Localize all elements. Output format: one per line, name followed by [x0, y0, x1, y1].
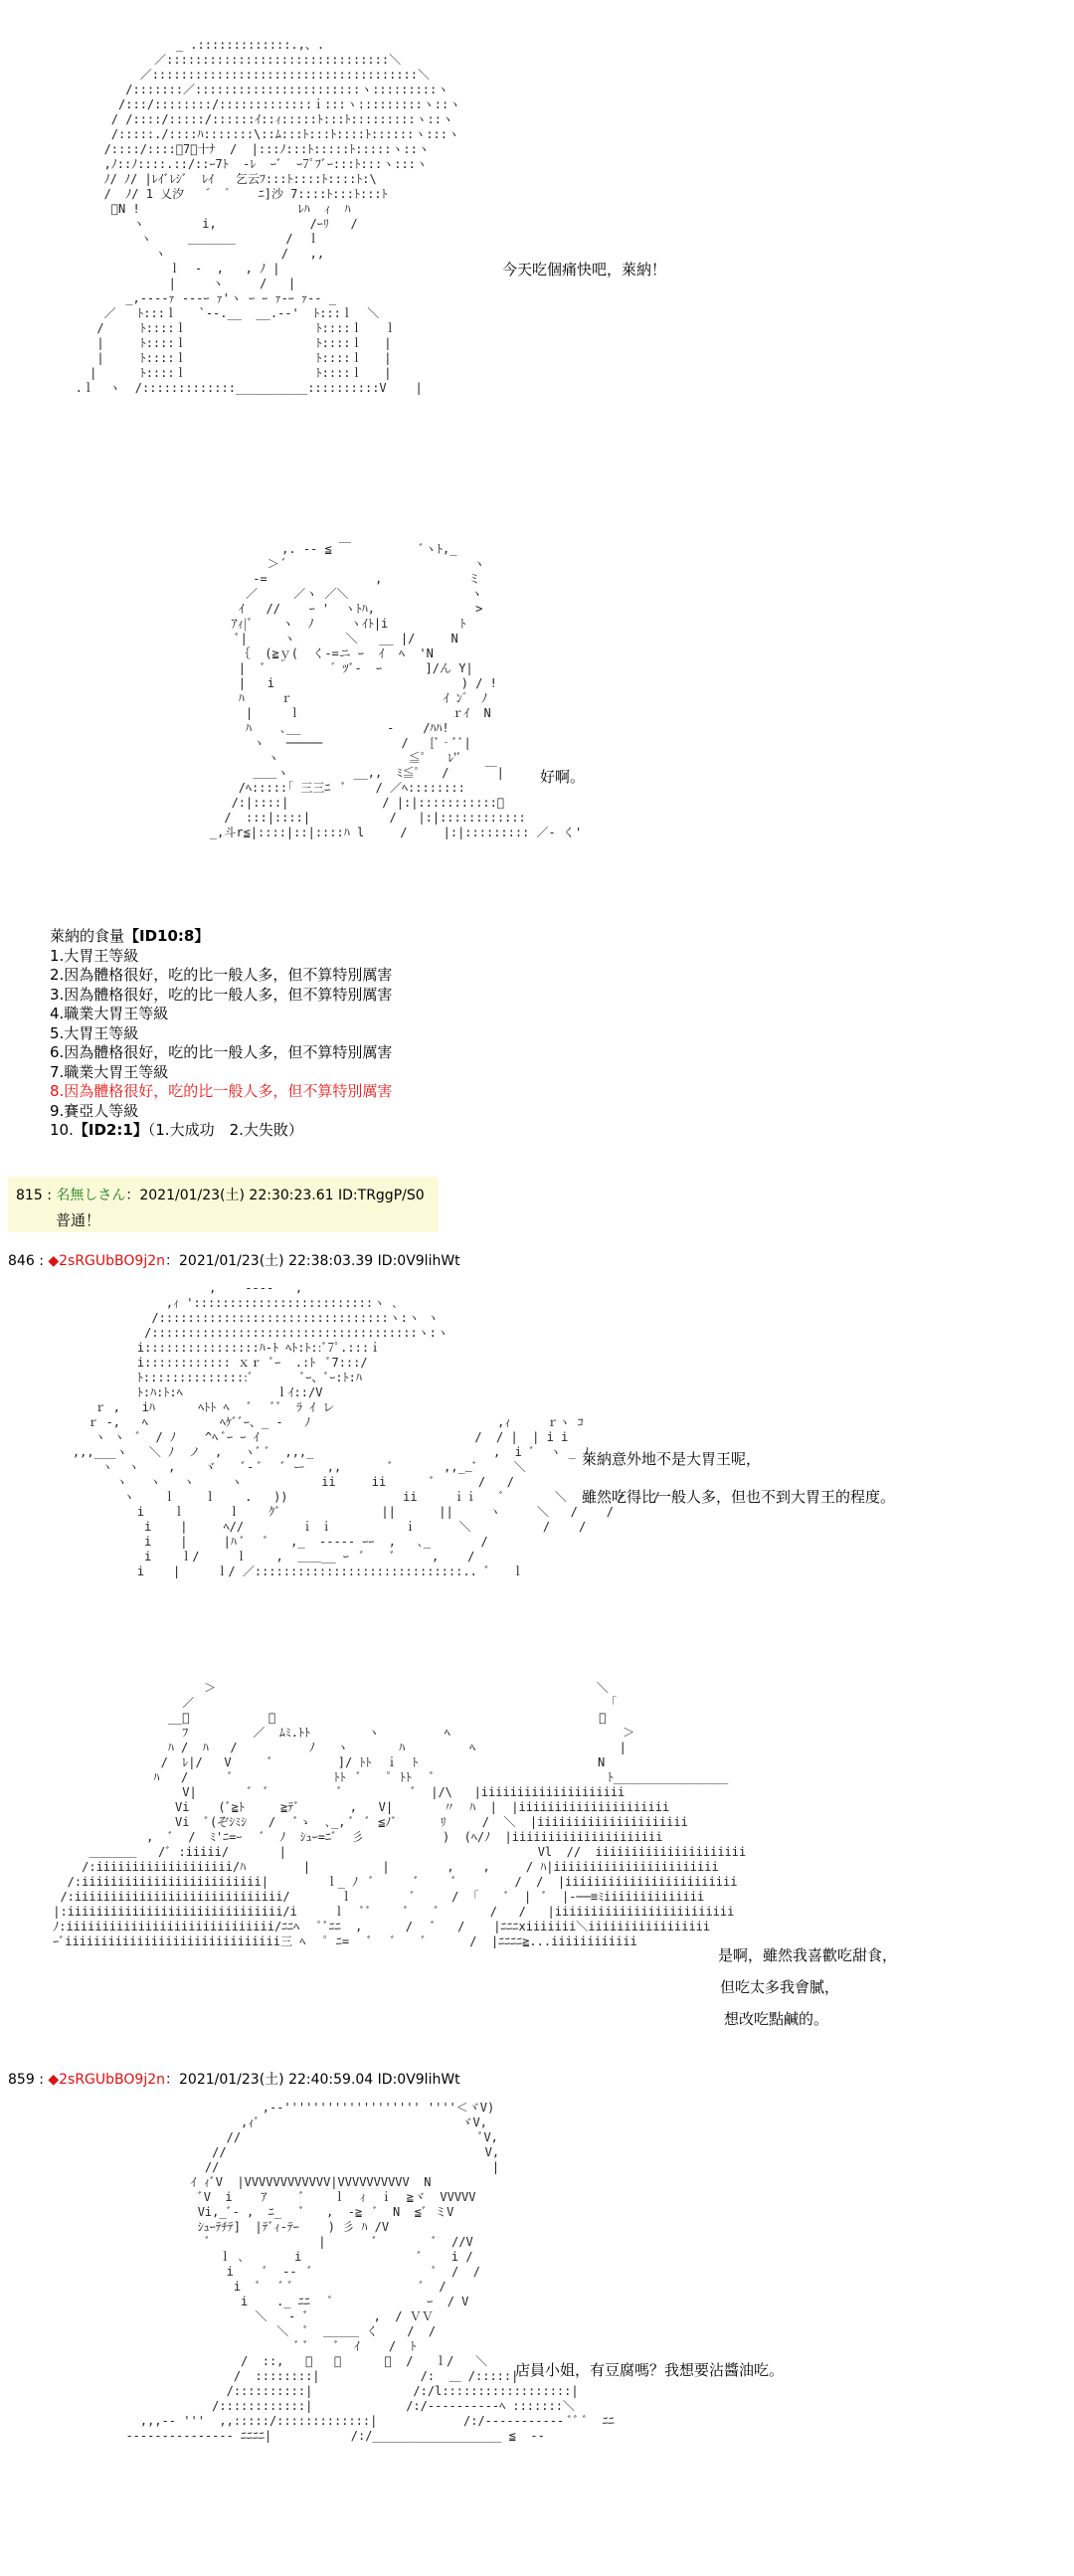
dialogue-line	[515, 2357, 784, 2384]
post-header: 846 : ◆2sRGUbBO9j2n：2021/01/23(土) 22:38:03.39 ID:0V9lihWt	[8, 1253, 460, 1269]
roll-id-result: 【ID10:8】	[124, 927, 210, 945]
post-header: 859 : ◆2sRGUbBO9j2n：2021/01/23(土) 22:40:59.04 ID:0V9lihWt	[8, 2072, 460, 2088]
roll-title	[50, 927, 392, 947]
roll-item: 6.因為體格很好，吃的比一般人多，但不算特別厲害	[50, 1043, 393, 1061]
reply-post	[8, 1177, 439, 1232]
dialogue-text: 想改吃點鹹的。	[724, 2010, 829, 2028]
roll-item: 4.職業大胃王等級	[50, 1005, 169, 1022]
post-meta: ：2021/01/23(土) 22:30:23.61 ID:TRggP/S0	[125, 1188, 425, 1203]
poster-name[interactable]: 名無しさん	[56, 1188, 126, 1203]
roll-item: 7.職業大胃王等級	[50, 1062, 169, 1081]
dialogue-text: 雖然吃得比一般人多，但也不到大胃王的程度。	[582, 1488, 896, 1506]
post-number[interactable]: 846	[8, 1253, 35, 1269]
roll-item-options: （1.大成功 2.大失敗）	[147, 1121, 303, 1139]
dialogue-text: 但吃太多我會膩，	[720, 1978, 840, 1996]
ascii-art-reiner-ordering: ,-‐''''''''''''''''''' ''''＜ヾV) ,ｨﾞ ヾV, // ﾞV, // V, // | ｲ ｨﾞV |VVVVVVVVVVVV|VVVVVVVVVV N ﾞV i ｱ ﾞ ｌ ｨ ｉ ≧ヾ VVVVV Vi,_ﾞ‐ , ﾆ_ ﾞ , ‐≧ ﾞ N ≦ﾞ ミV ｼｭｰﾃﾁﾃ] |ﾃﾞｨ-ﾃｰ ) 彡 ﾊ /V ﾞ | ﾞ ﾞ //V ｌ ､ i ﾞ i / i ﾞ -- ﾞ ﾞ / / i ﾞ ﾞ ﾞ ﾞ / i ._ ﾆﾆ ﾞ ｰ / V ＼ ‐ ﾞ , / ＶＶ ＼ ﾞ ＿＿＿ く / / ﾞ ﾞ ﾞ ｲ / ﾄ / ::, ﾞ ﾞ ﾞ / ｌ/ ＼ / ::::::::| /: ＿ /:::::| /::::::::::| /:/l::::::::::::::::::| /::::::::::::| /:/‐‐‐‐‐‐‐‐‐‐ﾍ :::::::＼ ,,,‐‐ ''' ,,:::::/:::::::::::::| /:/‐‐‐‐‐‐‐‐‐‐‐ ﾞﾞ ﾞ ﾆﾆ ‐‐‐‐‐‐‐‐‐‐‐‐‐‐‐ ﾆﾆﾆﾆ| /:/__________________ ≦ ‐‐	[125, 2101, 615, 2443]
post-meta: ：2021/01/23(土) 22:38:03.39 ID:0V9lihWt	[165, 1253, 460, 1269]
poster-trip[interactable]: ◆2sRGUbBO9j2n	[48, 1253, 165, 1269]
poster-trip[interactable]: ◆2sRGUbBO9j2n	[48, 2072, 165, 2088]
dialogue-line	[502, 257, 666, 283]
roll-item-number: 10.	[50, 1121, 74, 1139]
roll-item-id: 【ID2:1】	[73, 1121, 148, 1139]
dialogue-text: 是啊，雖然我喜歡吃甜食，	[718, 1946, 898, 1964]
ascii-art-reiner-agreeing: ,. -‐ ≦ ￣ ﾞヽﾄ,_ ＞´ ヽ -= , ミ ／ ／ヽ ／＼ ヽ ｲ // ｰ ' ヽﾄﾊ, > ｱｨ|ﾞ ヽ ﾉ ヽｲﾄ|i ﾄ ﾞ| ヽ ＼ __ |/ N ｛ (≧ｙ( く-=ニ ｰ ｲ ﾍ 'N | ﾞ ゛ﾂﾞ- ｰ ]/ん Y| | i ) / ! ﾊ ｒ ｲ ﾝ゛ ﾉ | ｌ ｒｲ N ﾊ ､__ ‐ /ﾊﾊ! ヽ ───── / [ﾞ‐ﾞﾞ| ヽ ≦ﾟ ﾚ'ﾞ ＿＿ヽ __,, ﾐ≦ﾟ / ￣| /ﾍ:::::｢ 三三ﾆ ﾞ / ／ﾍ:::::::: /:|::::| / |:|:::::::::::ﾞ / :::|::::| / |:|:::::::::::: _,斗r≦|::::|::|::::ﾊ l / |:|::::::::: ／‐ く'	[209, 542, 583, 839]
dialogue-text: 萊納意外地不是大胃王呢，	[582, 1450, 762, 1468]
roll-item-selected: 8.因為體格很好，吃的比一般人多，但不算特別厲害	[50, 1082, 393, 1100]
post-number[interactable]: 815	[16, 1188, 43, 1203]
post-body: 普通！	[56, 1211, 101, 1229]
dialogue-text: 店員小姐，有豆腐嗎？我想要沾醬油吃。	[515, 2361, 785, 2379]
dialogue-text: 今天吃個痛快吧，萊納！	[502, 261, 667, 278]
post-number[interactable]: 859	[8, 2072, 35, 2088]
dialogue-block	[582, 1440, 895, 1516]
post-meta: ：2021/01/23(土) 22:40:59.04 ID:0V9lihWt	[165, 2072, 460, 2088]
dice-roll-list	[50, 927, 392, 1141]
post-header: 815 : 名無しさん：2021/01/23(土) 22:30:23.61 ID:TRggP/S0	[16, 1188, 425, 1203]
roll-item: 9.賽亞人等級	[50, 1101, 139, 1120]
ascii-art-reiner-shrugging: , ‐‐‐‐ , ,ｨ ':::::::::::::::::::::::::ヽ ､ /::::::::::::::::::::::::::::::::ヽ:ヽ ヽ /:::::::::::::::::::::::::::::::::::::ヽ:ヽ i::::::::::::::::ﾊ-ﾄ ﾍﾄ:ﾄ::ﾞ7ﾟ.:::ｉ i:::::::::::: ｘｒ ﾞｰ .:ﾄ ﾞ7:::/ ﾄ:::::::::::::::ﾞ ﾞｰ、ﾞｰ:ﾄ:ﾊ ﾄ:ﾊ:ﾄ:ﾍ ｌｲ::/V ｒ , iﾊ ﾍﾄﾄ ﾍ ﾞ ﾞﾞ ﾗ ｲ レ ｒ ‐, ﾍ ﾍｹﾞﾞｰ、_ ‐ ﾉ ,ｨ ｒヽ ｺ ヽ ヽ ﾞ / ﾉ ^ﾍ ﾞｰ ｰ ｲ / / | | i i ,,,___ヽ ＼ ﾉ ノ , ヽﾞ ﾞ ,,,_ , i ﾞ ヽ _ ﾉ ヽ ヽ , ヾ ﾞ- ﾞ ﾞ ー ,, ﾞ ,,__ﾞ ＼ ヽ ヽ ヽ ヽ ii ii ﾞ / / ヽ ｌ ｌ . )) ii ｉｉ ﾞ ＼ / / i ｌ ｌ ｸﾞ || || ヽ ＼ / / i | ﾍ// ｉ ｉ ｉ ＼ / / i | |ﾊ ﾞ ﾞ ,_ ---‐‐ ｰｰ , ､_ / i ｌ/ ｌ , ＿＿__ ｰ ﾞ ﾞ , / i | ｌ/ ／:::::::::::::::::::::::::::::.. ﾞ ｌ	[72, 1281, 660, 1578]
roll-item: 1.大胃王等級	[50, 946, 139, 965]
roll-title-text: 萊納的食量	[50, 927, 125, 945]
roll-item: 2.因為體格很好，吃的比一般人多，但不算特別厲害	[50, 966, 393, 984]
dialogue-text: 好啊。	[540, 768, 586, 786]
dialogue-line	[540, 764, 585, 791]
dialogue-block	[718, 1939, 897, 2035]
roll-item	[50, 1121, 392, 1141]
roll-item: 3.因為體格很好，吃的比一般人多，但不算特別厲害	[50, 985, 393, 1004]
ascii-art-reiner-smiling: _ .:::::::::::::.,、. ／:::::::::::::::::::::::::::::::＼ ／:::::::::::::::::::::::::::::::::::::＼ /:::::::／:::::::::::::::::::::::ヽ:::::::::ヽ /:::/::::::::/:::::::::::::ｉ:::ヽ:::::::::ヽ::ヽ / /::::/:::::/::::::ｲ::ｨ:::::ﾄ:::ﾄ:::::::::ヽ::ヽ /:::::./::::ﾊ:::::::\::ﾑ:::ﾄ:::ﾄ::::ﾄ::::::ヽ:::ヽ /::::/::::ﾞ7ｰ十ﾅ / |:::ﾉ:::ﾄ:::::ﾄ:::::ヽ::ヽ ,ﾉ::ﾉ::::.::/::ｰ7ﾄ -ﾚ ｰﾞ ｰ7ﾟﾌﾞｰ:::ﾄ:::ヽ:::ヽ ﾉ/ ﾉ/ |ﾚｲﾞﾚｼﾞ ﾚｲ 乞云ﾌ:::ﾄ::::ﾄ::::ﾄ:\ / ﾉ/ 1 乂汐 ゛ ゛ ﾆ]沙 7::::ﾄ:::ﾄ:::ﾄ ﾞN ! ﾚﾊ ｨ ﾊ ヽ i, /ｰﾘ / ヽ ＿＿＿＿ / ｌ ヽ / ,, ｌ - , , ﾉ | | ヽ / | _,---‐ｧ ---ｰ ｧ'ヽ ｰ ｰ ｧ-ｰ ｧ-- _ ／ ﾄ:::ｌ `‐-.__ __.-‐' ﾄ:::ｌ ＼ / ﾄ::::ｌ ﾄ::::ｌ ｌ | ﾄ::::ｌ ﾄ::::ｌ | | ﾄ::::ｌ ﾄ::::ｌ | | ﾄ::::ｌ ﾄ::::ｌ | .ｌ ヽ /:::::::::::::__________::::::::::V |	[75, 38, 461, 395]
ascii-art-reiner-thinking: ＞ ＼ ／ ｢ __ﾞ ／ ＼ ﾌ ／ ﾑﾐ.ﾄﾄ ヽ ﾍ ＞ ﾊ / ﾊ / ﾉ ヽ ﾊ ﾍ | / ﾚ|/ V ﾞ ]/ ﾄﾄ ｉ ﾄ N ﾊ / ﾞ ﾄﾄ ﾞ ﾟ ﾄﾄ ﾞ ﾄ________________ V| ﾞ ﾞ ﾞ ﾞ |/\ |iiiiiiiiiiiiiiiiiiii Vi (ﾞ≧ﾄ ≧ﾃﾞ , V| 〃 ﾊ | |iiiiiiiiiiiiiiiiiiiii Vi ﾞ(ぞｼﾐｼ / ﾞゝ ､_, ﾞ ﾞ ≦ﾉﾞ ﾘ / ＼ |iiiiiiiiiiiiiiiiiiiii , ﾞ / ﾐ'ﾆ=ｰ ﾞ ﾉ ｼｭｰ=ﾆﾞ 彡 ) (ﾍ/ﾉ |iiiiiiiiiiiiiiiiiiiii ＿＿＿＿ /ﾞ :iiiii/ | Vl // iiiiiiiiiiiiiiiiiiiii /:iiiiiiiiiiiiiiiiiii/ﾊ | | , , / ﾊ|iiiiiiiiiiiiiiiiiiiiiii /:iiiiiiiiiiiiiiiiiiiiiiiii| ｌ_ ﾉ ﾞ ﾞ ﾞ / / |iiiiiiiiiiiiiiiiiiiiiiii /:iiiiiiiiiiiiiiiiiiiiiiiiiiiii/ ｌ ﾞ / ｢ ﾞ | ﾞ |‐──≡ﾐiiiiiiiiiiiiii |:iiiiiiiiiiiiiiiiiiiiiiiiiiiiii/i ｌ ﾞﾞ ﾞ ﾞ / / |iiiiiiiiiiiiiiiiiiiiiiiii ﾉ:iiiiiiiiiiiiiiiiiiiiiiiiiiiii/ﾆﾆﾍ ﾟﾞﾆﾆ , / ﾞ / |ﾆﾆﾆxiiiiiii＼iiiiiiiiiiiiiiiii ｰﾞiiiiiiiiiiiiiiiiiiiiiiiiiiiiii三 ﾍ ﾟ ﾆ= ﾞ ﾞ ﾞ / |ﾆﾆﾆﾆ≧...iiiiiiiiiiii	[53, 1681, 747, 1948]
roll-item: 5.大胃王等級	[50, 1023, 139, 1042]
